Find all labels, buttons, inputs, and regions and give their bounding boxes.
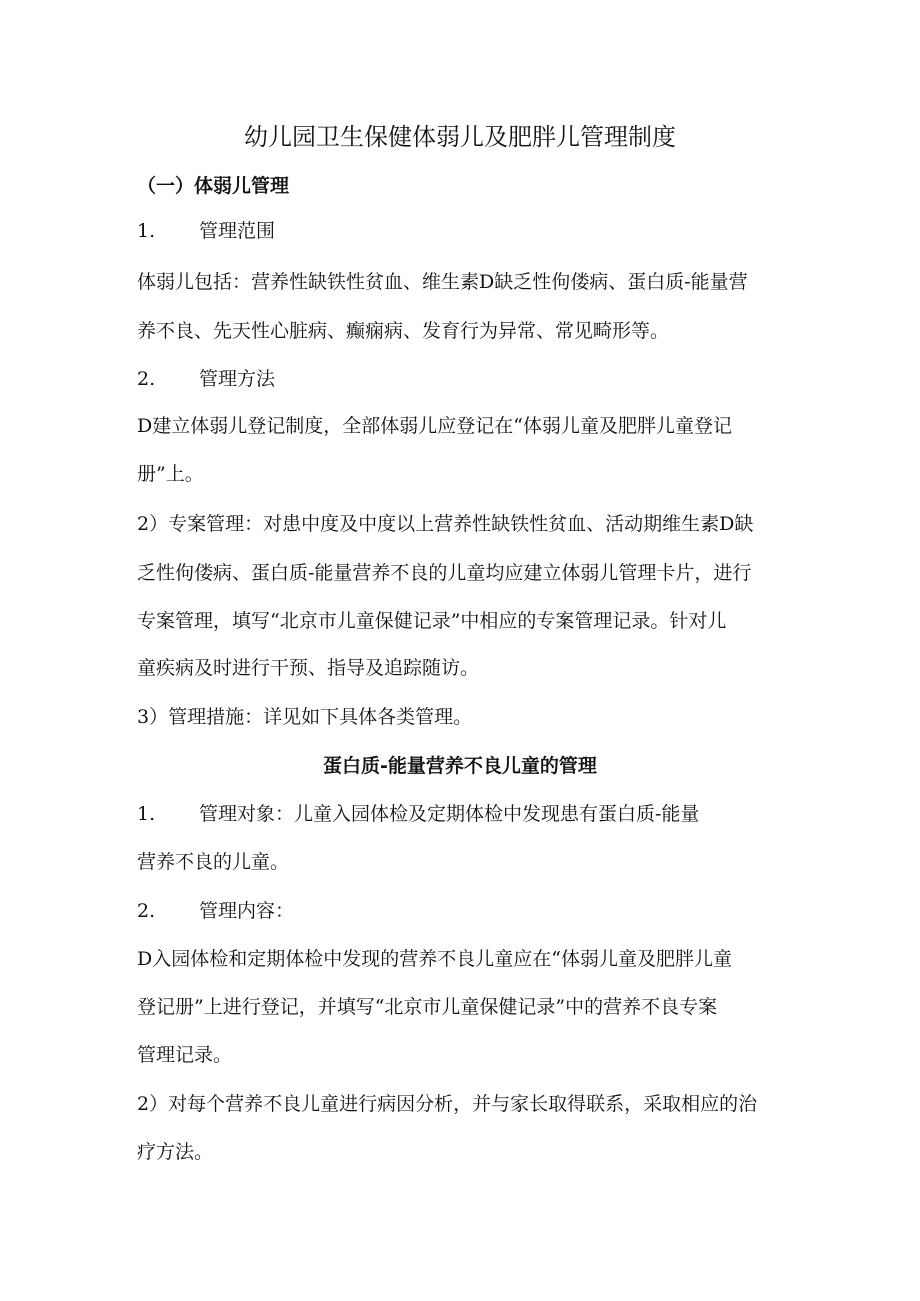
document-title: 幼儿园卫生保健体弱儿及肥胖儿管理制度 (244, 123, 676, 151)
list-item-content (137, 899, 294, 923)
list-number: 2. (137, 900, 156, 922)
list-item-method (137, 367, 275, 391)
paragraph-line: 童疾病及时进行干预、指导及追踪随访。 (137, 657, 480, 679)
paragraph-line: D建立体弱儿登记制度，全部体弱儿应登记在“体弱儿童及肥胖儿童登记 (137, 415, 732, 437)
section-heading-weak-children: （一）体弱儿管理 (137, 175, 290, 197)
paragraph-line: 2）专案管理：对患中度及中度以上营养性缺铁性贫血、活动期维生素D缺 (137, 513, 754, 535)
subsection-heading: 蛋白质-能量营养不良儿童的管理 (323, 755, 597, 777)
paragraph-line: 管理记录。 (137, 1044, 233, 1066)
paragraph-line: 体弱儿包括：营养性缺铁性贫血、维生素D缺乏性佝偻病、蛋白质-能量营 (137, 271, 748, 293)
paragraph-line: 3）管理措施：详见如下具体各类管理。 (137, 706, 473, 728)
list-item-label: 管理内容： (199, 900, 295, 922)
paragraph-line: 养不良、先天性心脏病、癫痫病、发育行为异常、常见畸形等。 (137, 320, 670, 342)
list-item-label: 管理对象：儿童入园体检及定期体检中发现患有蛋白质-能量 (199, 803, 700, 825)
list-item-target (137, 802, 699, 826)
paragraph-line: 册”上。 (137, 463, 204, 485)
list-item-label: 管理范围 (199, 220, 276, 242)
paragraph-line: 营养不良的儿童。 (137, 851, 290, 873)
list-number: 1. (137, 803, 156, 825)
paragraph-line: D入园体检和定期体检中发现的营养不良儿童应在“体弱儿童及肥胖儿童 (137, 948, 732, 970)
paragraph-line: 登记册”上进行登记，并填写“北京市儿童保健记录”中的营养不良专案 (137, 996, 718, 1018)
paragraph-line: 疗方法。 (137, 1141, 214, 1163)
paragraph-line: 乏性佝偻病、蛋白质-能量营养不良的儿童均应建立体弱儿管理卡片，进行 (137, 562, 752, 584)
paragraph-line: 专案管理，填写“北京市儿童保健记录”中相应的专案管理记录。针对儿 (137, 610, 727, 632)
list-number: 2. (137, 368, 156, 390)
list-number: 1. (137, 220, 156, 242)
list-item-scope (137, 219, 275, 243)
paragraph-line: 2）对每个营养不良儿童进行病因分析，并与家长取得联系，采取相应的治 (137, 1093, 758, 1115)
list-item-label: 管理方法 (199, 368, 276, 390)
